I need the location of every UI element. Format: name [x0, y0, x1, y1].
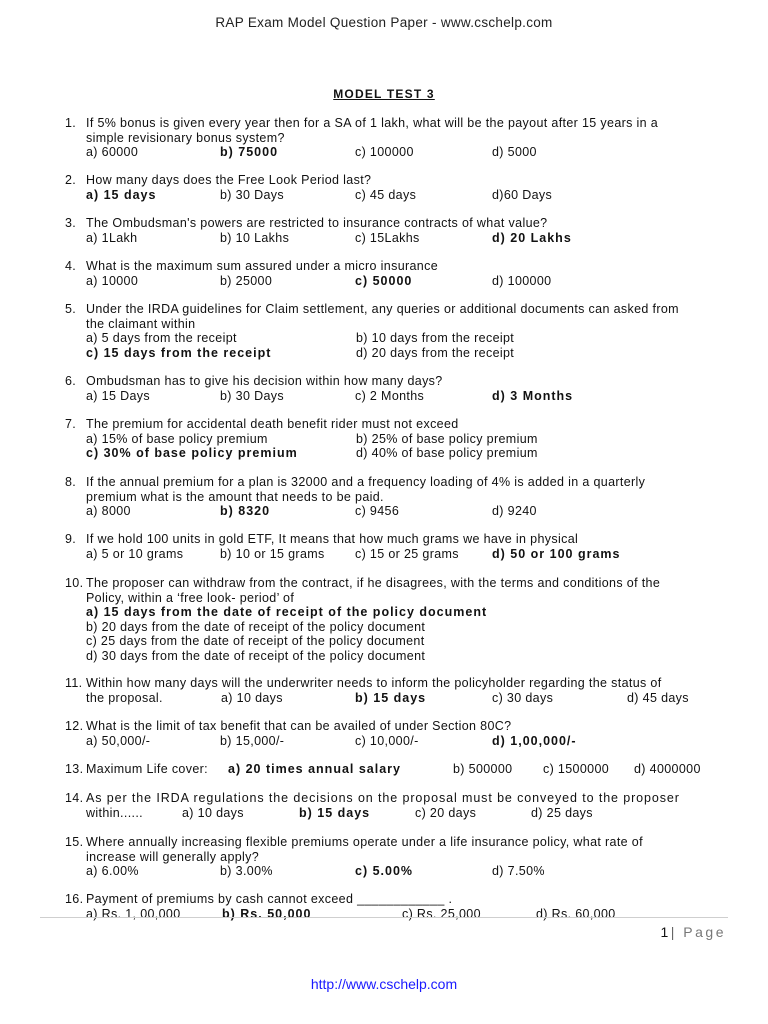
page-number [660, 924, 726, 940]
page-label: Page [683, 924, 726, 940]
option-d-answer: d) 1,00,000/- [492, 733, 577, 748]
option-c: c) 20 days [415, 805, 477, 820]
question-10 [65, 576, 728, 663]
option-b-answer: b) 8320 [220, 504, 271, 518]
question-6 [65, 374, 728, 403]
option-c: c) 30 days [492, 690, 554, 705]
question-text: The Ombudsman's powers are restricted to insurance contracts of what value? [86, 216, 548, 230]
option-c-answer: c) 5.00% [355, 864, 414, 878]
option-b: b) 3.00% [220, 864, 273, 878]
question-text: If we hold 100 units in gold ETF, It means that how much grams we have in physical [86, 532, 579, 546]
option-b: b) 10 days from the receipt [356, 331, 515, 345]
question-text: The proposer can withdraw from the contract, if he disagrees, with the terms and conditions of the [86, 576, 661, 590]
option-a-answer: a) 15 days from the date of receipt of the policy document [86, 605, 488, 619]
question-number: 5. [65, 302, 77, 316]
option-a: a) 60000 [86, 145, 139, 159]
option-c-answer: c) 50000 [355, 273, 413, 288]
question-15 [65, 835, 728, 879]
option-c: c) 2 Months [355, 388, 425, 403]
question-text: premium what is the amount that needs to be paid. [86, 489, 384, 504]
option-a: a) 10 days [182, 805, 244, 820]
question-text: The premium for accidental death benefit rider must not exceed [86, 417, 459, 431]
question-5 [65, 302, 728, 360]
question-7 [65, 417, 728, 461]
option-b: b) 10 or 15 grams [220, 546, 325, 561]
question-text: Under the IRDA guidelines for Claim settlement, any queries or additional documents can asked from [86, 302, 679, 316]
option-a: a) 8000 [86, 504, 131, 518]
option-d-answer: d) 3 Months [492, 388, 574, 403]
option-d: d) 45 days [627, 690, 689, 705]
option-d: d) Rs. 60,000 [536, 906, 616, 921]
option-b: b) 15,000/- [220, 733, 285, 748]
option-d: d) 9240 [492, 504, 537, 518]
option-c-answer: c) 15 days from the receipt [86, 345, 272, 360]
question-text: If 5% bonus is given every year then for a SA of 1 lakh, what will be the payout after 15 years in a [86, 116, 659, 130]
question-number: 12. [65, 719, 84, 733]
question-number: 11. [65, 676, 83, 690]
question-text: As per the IRDA regulations the decisions on the proposal must be conveyed to the proposer [86, 791, 680, 805]
option-c: c) 1500000 [543, 762, 610, 776]
page-number-value: 1 [660, 924, 671, 940]
option-d: d) 5000 [492, 145, 537, 159]
question-text: the claimant within [86, 316, 196, 331]
question-text: How many days does the Free Look Period last? [86, 173, 372, 187]
option-a: a) 10 days [221, 690, 283, 705]
question-text: within...... [86, 805, 143, 820]
option-a: a) 6.00% [86, 864, 139, 878]
option-a: a) 10000 [86, 273, 139, 288]
option-d: d) 4000000 [634, 762, 701, 776]
option-b: b) 30 Days [220, 187, 284, 202]
question-text: Within how many days will the underwriter needs to inform the policyholder regarding the status of [86, 676, 662, 690]
option-b: b) 20 days from the date of receipt of the policy document [86, 619, 426, 634]
question-text: Ombudsman has to give his decision within how many days? [86, 374, 443, 388]
question-number: 16. [65, 892, 84, 906]
question-number: 6. [65, 374, 77, 388]
option-a: a) Rs. 1, 00,000 [86, 906, 181, 921]
question-number: 3. [65, 216, 77, 230]
question-13 [65, 762, 728, 777]
question-8 [65, 475, 728, 519]
option-d-answer: d) 50 or 100 grams [492, 546, 621, 561]
option-d: d) 20 days from the receipt [356, 345, 515, 360]
option-c: c) 15 or 25 grams [355, 546, 459, 561]
question-text: the proposal. [86, 690, 163, 705]
option-b: b) 500000 [453, 762, 513, 776]
option-a: a) 1Lakh [86, 230, 138, 245]
page-separator: | [670, 924, 677, 940]
question-number: 2. [65, 173, 77, 187]
question-4 [65, 259, 728, 288]
option-a: a) 15% of base policy premium [86, 431, 268, 446]
option-d: d) 30 days from the date of receipt of the policy document [86, 648, 426, 663]
option-d: d) 40% of base policy premium [356, 446, 538, 460]
question-3 [65, 216, 728, 245]
option-c: c) Rs. 25,000 [402, 906, 481, 921]
question-number: 14. [65, 791, 84, 805]
question-11 [65, 676, 728, 705]
option-d: d)60 Days [492, 187, 553, 202]
option-a-answer: a) 15 days [86, 187, 157, 202]
question-number: 1. [65, 116, 77, 130]
option-c: c) 25 days from the date of receipt of the policy document [86, 634, 425, 648]
question-1 [65, 116, 728, 160]
option-d: d) 25 days [531, 805, 593, 820]
option-b-answer: b) 75000 [220, 145, 279, 159]
question-text: Policy, within a ‘free look- period’ of [86, 590, 295, 605]
question-2 [65, 173, 728, 202]
option-a: a) 5 or 10 grams [86, 546, 184, 561]
footer-divider [40, 917, 728, 918]
question-text: Maximum Life cover: [86, 762, 208, 776]
question-text: What is the maximum sum assured under a micro insurance [86, 259, 439, 273]
option-c: c) 100000 [355, 145, 414, 159]
question-number: 15. [65, 835, 84, 849]
question-text: Payment of premiums by cash cannot exceed ____________ . [86, 892, 453, 906]
option-b: b) 25000 [220, 273, 273, 288]
option-b-answer: b) 15 days [355, 690, 427, 705]
question-number: 8. [65, 475, 77, 489]
option-a: a) 5 days from the receipt [86, 331, 237, 345]
question-text: simple revisionary bonus system? [86, 130, 285, 145]
option-d: d) 100000 [492, 273, 552, 288]
question-text: If the annual premium for a plan is 32000 and a frequency loading of 4% is added in a quarterly [86, 475, 646, 489]
option-b: b) 30 Days [220, 388, 284, 403]
option-c-answer: c) 30% of base policy premium [86, 446, 298, 460]
question-text: What is the limit of tax benefit that can be availed of under Section 80C? [86, 719, 512, 733]
question-12 [65, 719, 728, 748]
question-number: 4. [65, 259, 77, 273]
question-number: 13. [65, 762, 84, 776]
page-title: MODEL TEST 3 [333, 87, 435, 101]
question-text: increase will generally apply? [86, 849, 260, 864]
option-b: b) 25% of base policy premium [356, 431, 538, 446]
question-9 [65, 532, 728, 561]
page-header: RAP Exam Model Question Paper - www.cschelp.com [215, 15, 553, 30]
question-14 [65, 791, 728, 820]
option-c: c) 10,000/- [355, 733, 419, 748]
option-d-answer: d) 20 Lakhs [492, 230, 572, 245]
option-b-answer: b) Rs. 50,000 [222, 906, 312, 921]
question-number: 9. [65, 532, 77, 546]
question-number: 7. [65, 417, 77, 431]
option-a-answer: a) 20 times annual salary [228, 762, 401, 776]
option-c: c) 9456 [355, 504, 400, 518]
option-a: a) 50,000/- [86, 733, 151, 748]
option-b: b) 10 Lakhs [220, 230, 290, 245]
question-text: Where annually increasing flexible premiums operate under a life insurance policy, what rate of [86, 835, 643, 849]
option-c: c) 45 days [355, 187, 417, 202]
option-b-answer: b) 15 days [299, 805, 371, 820]
option-c: c) 15Lakhs [355, 230, 420, 245]
question-number: 10. [65, 576, 84, 590]
footer-url-link[interactable]: http://www.cschelp.com [310, 976, 458, 992]
option-a: a) 15 Days [86, 388, 150, 403]
option-d: d) 7.50% [492, 864, 545, 878]
